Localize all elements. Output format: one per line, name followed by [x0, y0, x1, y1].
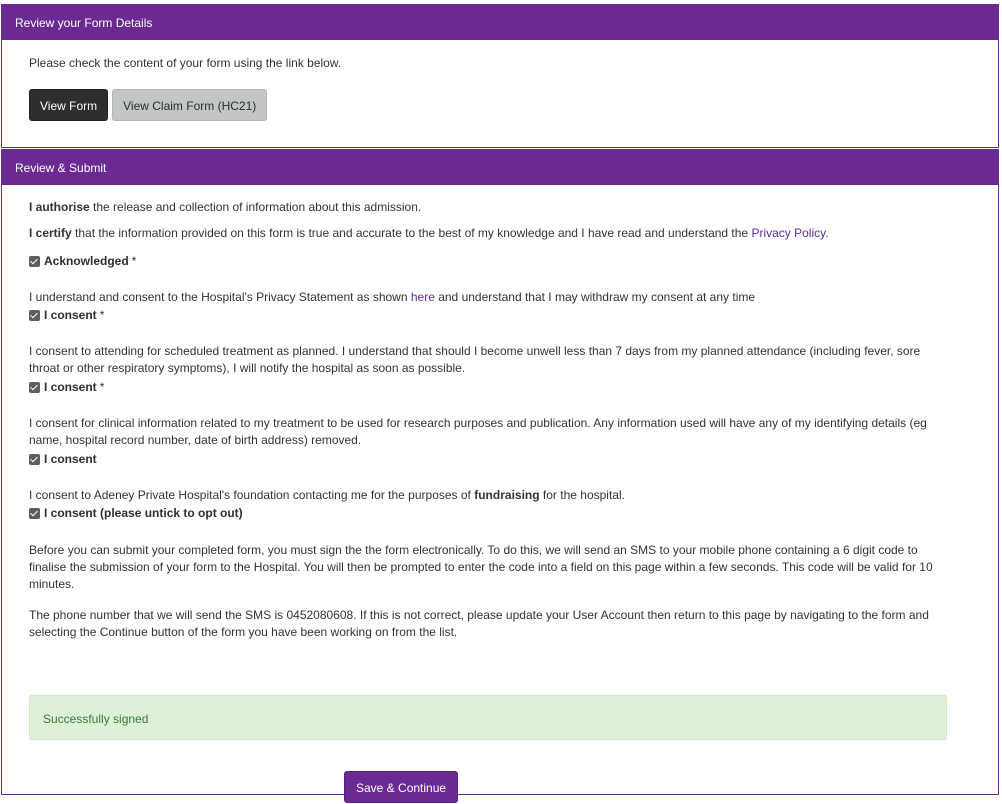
privacy-policy-link[interactable]: Privacy Policy [751, 226, 826, 240]
certify-bold: I certify [29, 226, 72, 240]
submit-actions [344, 771, 458, 803]
authorise-bold: I authorise [29, 200, 90, 214]
fundraising-bold: fundraising [474, 488, 540, 502]
phone-info-text: The phone number that we will send the SMS is 0452080608. If this is not correct, please update your User Account then return to this page by navigating to the form and selecting the Continue button of the form you have been working on from the list. [29, 608, 929, 639]
certify-text: that the information provided on this form is true and accurate to the best of my knowledge and I have read and understand the [71, 226, 752, 240]
privacy-consent-label: I consent [44, 308, 97, 322]
authorise-text: the release and collection of information about this admission. [89, 200, 422, 214]
privacy-consent-text [29, 289, 946, 306]
acknowledged-checkbox-row[interactable] [29, 254, 136, 268]
panel-title: Review your Form Details [15, 16, 153, 30]
privacy-statement-here-link[interactable]: here [410, 290, 435, 304]
checkbox-checked-icon[interactable] [29, 256, 40, 267]
checkbox-checked-icon[interactable] [29, 310, 40, 321]
certify-end: . [825, 226, 829, 240]
fundraising-consent-text [29, 487, 946, 504]
success-alert [29, 695, 947, 740]
intro-text: Please check the content of your form using the link below. [29, 56, 342, 70]
treatment-consent-checkbox-row[interactable] [29, 380, 104, 394]
privacy-consent-after: and understand that I may withdraw my consent at any time [434, 290, 756, 304]
panel-heading-review-submit [2, 149, 998, 185]
checkbox-checked-icon[interactable] [29, 382, 40, 393]
view-claim-form-button[interactable]: View Claim Form (HC21) [112, 89, 267, 121]
save-continue-button[interactable]: Save & Continue [344, 771, 458, 803]
required-marker: * [99, 308, 105, 322]
treatment-consent-label: I consent [44, 380, 97, 394]
research-consent-checkbox-row[interactable] [29, 452, 97, 466]
review-form-details-panel [1, 4, 999, 148]
privacy-consent-checkbox-row[interactable] [29, 308, 104, 322]
checkbox-checked-icon[interactable] [29, 454, 40, 465]
panel-title: Review & Submit [15, 161, 107, 175]
panel-heading-review-details [2, 4, 998, 40]
treatment-consent-text: I consent to attending for scheduled treatment as planned. I understand that should I become unwell less than 7 days from my planned attendance (including fever, sore throat or other respiratory symptoms), I will notify the hospital as soon as possible. [29, 344, 921, 375]
privacy-consent-before: I understand and consent to the Hospital's Privacy Statement as shown [29, 290, 411, 304]
fundraising-consent-label: I consent (please untick to opt out) [44, 506, 243, 520]
review-submit-panel [1, 149, 999, 795]
fundraising-after: for the hospital. [539, 488, 625, 502]
checkbox-checked-icon[interactable] [29, 508, 40, 519]
view-form-button[interactable]: View Form [29, 89, 108, 121]
sms-info-text: Before you can submit your completed form, you must sign the the form electronically. To do this, we will send an SMS to your mobile phone containing a 6 digit code to finalise the submission of your form to the Hospital. You will then be prompted to enter the code into a field on this page within a few seconds. This code will be valid for 10 minutes. [29, 543, 933, 591]
research-consent-label: I consent [44, 452, 97, 466]
research-consent-text: I consent for clinical information related to my treatment to be used for research purposes and publication. Any information used will have any of my identifying details (eg name, hospital record number, date of birth address) removed. [29, 416, 927, 447]
success-message: Successfully signed [43, 712, 149, 726]
fundraising-before: I consent to Adeney Private Hospital's foundation contacting me for the purposes of [29, 488, 475, 502]
fundraising-consent-checkbox-row[interactable] [29, 506, 243, 520]
required-marker: * [131, 254, 137, 268]
acknowledged-label: Acknowledged [44, 254, 129, 268]
certify-statement [29, 225, 946, 242]
required-marker: * [99, 380, 105, 394]
authorise-statement [29, 199, 946, 216]
form-buttons [29, 89, 267, 121]
